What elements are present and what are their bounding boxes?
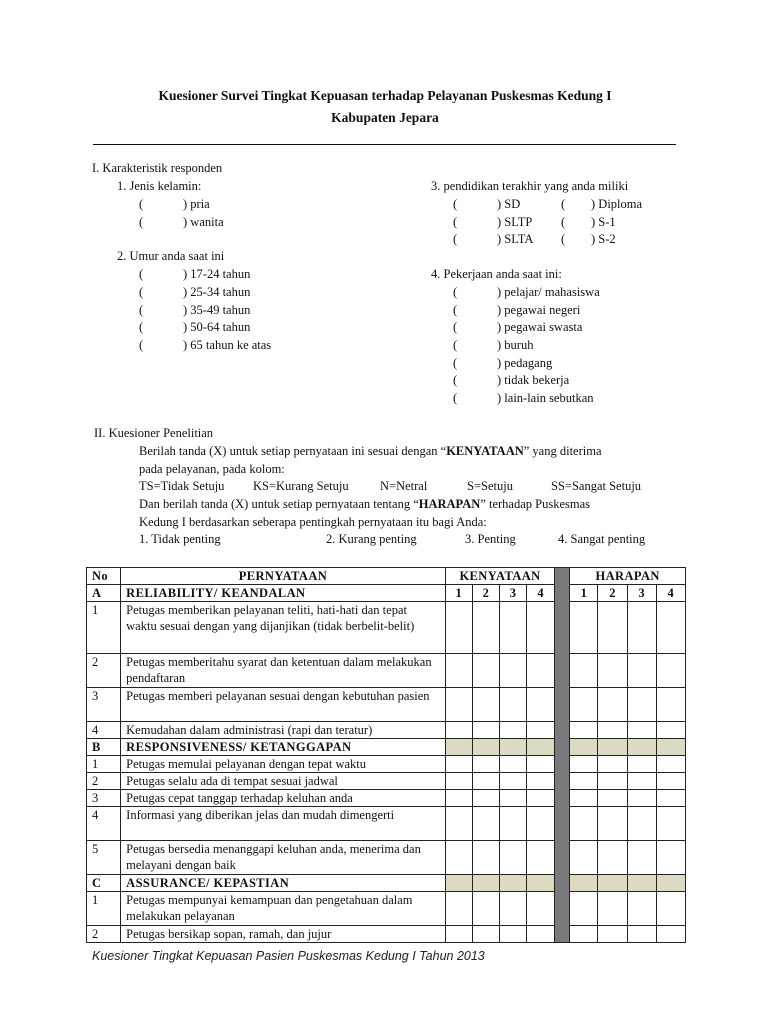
- answer-cell[interactable]: [445, 756, 472, 773]
- instruction-harapan: [139, 496, 590, 513]
- section-row: [87, 739, 686, 756]
- section-code: C: [87, 875, 121, 892]
- option-label: pegawai negeri: [504, 303, 581, 317]
- answer-cell[interactable]: [472, 722, 499, 739]
- scale-kenyataan-3: N=Netral: [380, 479, 428, 493]
- shaded-cell: [570, 739, 598, 756]
- scale-harapan-2: 2. Kurang penting: [326, 532, 417, 546]
- statement-text: Petugas cepat tanggap terhadap keluhan anda: [121, 790, 446, 807]
- row-number: 2: [87, 654, 121, 688]
- option-open-paren: (: [139, 338, 144, 352]
- shaded-cell: [445, 739, 472, 756]
- option-close-paren: ): [497, 373, 502, 387]
- answer-cell[interactable]: [656, 926, 685, 943]
- page-subtitle: Kabupaten Jepara: [331, 110, 439, 125]
- table-row: [87, 807, 686, 841]
- answer-cell[interactable]: [656, 654, 685, 688]
- answer-cell[interactable]: [472, 654, 499, 688]
- statement-text: Petugas memberi pelayanan sesuai dengan kebutuhan pasien: [121, 688, 446, 722]
- answer-cell[interactable]: [527, 688, 555, 722]
- option-close-paren: ): [497, 320, 502, 334]
- option-label: Diploma: [598, 197, 643, 211]
- answer-cell[interactable]: [445, 790, 472, 807]
- option-label: pegawai swasta: [504, 320, 583, 334]
- table-row: [87, 892, 686, 926]
- section-2-heading: II. Kuesioner Penelitian: [94, 426, 214, 440]
- q4-label: 4. Pekerjaan anda saat ini:: [431, 267, 562, 281]
- shaded-cell: [570, 875, 598, 892]
- option-close-paren: ): [497, 303, 502, 317]
- answer-cell[interactable]: [445, 602, 472, 654]
- col-header-statement: PERNYATAAN: [121, 568, 446, 585]
- answer-cell[interactable]: [656, 602, 685, 654]
- answer-cell[interactable]: [598, 807, 627, 841]
- answer-cell[interactable]: [570, 602, 598, 654]
- answer-cell[interactable]: [598, 654, 627, 688]
- table-row: [87, 790, 686, 807]
- instruction-kenyataan-line2: pada pelayanan, pada kolom:: [139, 462, 285, 476]
- section-1-heading: I. Karakteristik responden: [92, 161, 223, 175]
- table-row: [87, 654, 686, 688]
- q4-option[interactable]: [453, 302, 580, 319]
- option-close-paren: ): [183, 338, 188, 352]
- statement-text: Informasi yang diberikan jelas dan mudah dimengerti: [121, 807, 446, 841]
- scale-kenyataan-2: KS=Kurang Setuju: [253, 479, 349, 493]
- option-label: S-1: [598, 215, 616, 229]
- col-header-no: No: [87, 568, 121, 585]
- shaded-cell: [527, 875, 555, 892]
- answer-cell[interactable]: [570, 841, 598, 875]
- table-row: [87, 602, 686, 654]
- option-open-paren: (: [139, 197, 144, 211]
- option-label: 35-49 tahun: [190, 303, 251, 317]
- option-close-paren: ): [497, 356, 502, 370]
- q2-option[interactable]: [139, 266, 250, 283]
- answer-cell[interactable]: [445, 722, 472, 739]
- answer-cell[interactable]: [472, 790, 499, 807]
- option-open-paren: (: [453, 356, 458, 370]
- shaded-cell: [500, 875, 527, 892]
- answer-cell[interactable]: [656, 756, 685, 773]
- option-close-paren: ): [497, 285, 502, 299]
- q2-label: 2. Umur anda saat ini: [117, 249, 225, 263]
- q3-option[interactable]: [561, 231, 616, 248]
- answer-cell[interactable]: [656, 892, 685, 926]
- option-open-paren: (: [453, 232, 458, 246]
- q2-option[interactable]: [139, 284, 250, 301]
- answer-cell[interactable]: [598, 892, 627, 926]
- answer-cell[interactable]: [500, 773, 527, 790]
- q3-option[interactable]: [561, 196, 642, 213]
- answer-cell[interactable]: [627, 756, 656, 773]
- answer-cell[interactable]: [445, 773, 472, 790]
- answer-cell[interactable]: [527, 841, 555, 875]
- scale-kenyataan-1: TS=Tidak Setuju: [139, 479, 225, 493]
- option-close-paren: ): [497, 391, 502, 405]
- instruction-keyword: HARAPAN: [418, 497, 481, 511]
- row-number: 5: [87, 841, 121, 875]
- q2-option[interactable]: [139, 319, 250, 336]
- row-number: 1: [87, 756, 121, 773]
- scale-harapan-3: 3. Penting: [465, 532, 516, 546]
- section-code: B: [87, 739, 121, 756]
- option-label: 25-34 tahun: [190, 285, 251, 299]
- answer-cell[interactable]: [527, 722, 555, 739]
- answer-cell[interactable]: [527, 773, 555, 790]
- answer-cell[interactable]: [500, 756, 527, 773]
- option-close-paren: ): [497, 338, 502, 352]
- answer-cell[interactable]: [445, 841, 472, 875]
- shaded-cell: [445, 875, 472, 892]
- answer-cell[interactable]: [598, 602, 627, 654]
- row-number: 3: [87, 688, 121, 722]
- scale-harapan-1: 1. Tidak penting: [139, 532, 221, 546]
- statement-text: Petugas memberitahu syarat dan ketentuan dalam melakukan pendaftaran: [121, 654, 446, 688]
- option-open-paren: (: [139, 285, 144, 299]
- answer-cell[interactable]: [598, 841, 627, 875]
- option-close-paren: ): [183, 285, 188, 299]
- answer-cell[interactable]: [627, 654, 656, 688]
- option-close-paren: ): [183, 320, 188, 334]
- table-row: [87, 688, 686, 722]
- scale-number: 2: [472, 585, 499, 602]
- table-header-row: [87, 568, 686, 585]
- answer-cell[interactable]: [527, 756, 555, 773]
- option-label: pria: [190, 197, 210, 211]
- answer-cell[interactable]: [472, 892, 499, 926]
- answer-cell[interactable]: [627, 926, 656, 943]
- table-row: [87, 926, 686, 943]
- q4-option[interactable]: [453, 319, 582, 336]
- answer-cell[interactable]: [570, 688, 598, 722]
- section-row: [87, 875, 686, 892]
- option-close-paren: ): [591, 215, 596, 229]
- option-close-paren: ): [497, 232, 502, 246]
- shaded-cell: [627, 875, 656, 892]
- answer-cell[interactable]: [527, 892, 555, 926]
- title-divider: [93, 144, 676, 145]
- option-label: lain-lain sebutkan: [504, 391, 594, 405]
- statement-text: Petugas selalu ada di tempat sesuai jadwal: [121, 773, 446, 790]
- option-label: pedagang: [504, 356, 553, 370]
- scale-number: 4: [527, 585, 555, 602]
- table-row: [87, 756, 686, 773]
- answer-cell[interactable]: [500, 722, 527, 739]
- option-label: wanita: [190, 215, 224, 229]
- shaded-cell: [500, 739, 527, 756]
- col-header-kenyataan: KENYATAAN: [445, 568, 555, 585]
- shaded-cell: [598, 739, 627, 756]
- q3-option[interactable]: [453, 231, 533, 248]
- option-label: pelajar/ mahasiswa: [504, 285, 600, 299]
- answer-cell[interactable]: [445, 892, 472, 926]
- scale-kenyataan-5: SS=Sangat Setuju: [551, 479, 642, 493]
- scale-number: 4: [656, 585, 685, 602]
- option-open-paren: (: [561, 232, 566, 246]
- option-label: buruh: [504, 338, 534, 352]
- statement-text: Petugas mempunyai kemampuan dan pengetahuan dalam melakukan pelayanan: [121, 892, 446, 926]
- shaded-cell: [656, 875, 685, 892]
- option-open-paren: (: [453, 285, 458, 299]
- answer-cell[interactable]: [527, 926, 555, 943]
- option-label: SD: [504, 197, 521, 211]
- answer-cell[interactable]: [656, 688, 685, 722]
- option-label: 17-24 tahun: [190, 267, 251, 281]
- q3-option[interactable]: [561, 214, 616, 231]
- option-label: SLTA: [504, 232, 534, 246]
- answer-cell[interactable]: [500, 892, 527, 926]
- option-open-paren: (: [453, 320, 458, 334]
- page-footer: Kuesioner Tingkat Kepuasan Pasien Puskesmas Kedung I Tahun 2013: [92, 949, 485, 963]
- table-row: [87, 722, 686, 739]
- option-open-paren: (: [561, 215, 566, 229]
- section-title: RELIABILITY/ KEANDALAN: [121, 585, 446, 602]
- q3-option[interactable]: [453, 214, 532, 231]
- scale-number: 2: [598, 585, 627, 602]
- answer-cell[interactable]: [598, 722, 627, 739]
- answer-cell[interactable]: [445, 807, 472, 841]
- scale-number: 3: [627, 585, 656, 602]
- option-open-paren: (: [453, 197, 458, 211]
- table-row: [87, 841, 686, 875]
- answer-cell[interactable]: [598, 926, 627, 943]
- option-close-paren: ): [497, 215, 502, 229]
- row-number: 2: [87, 926, 121, 943]
- instruction-text: Berilah tanda (X) untuk setiap pernyataan ini sesuai dengan “: [139, 444, 447, 458]
- row-number: 3: [87, 790, 121, 807]
- option-close-paren: ): [497, 197, 502, 211]
- option-open-paren: (: [139, 320, 144, 334]
- q4-option[interactable]: [453, 372, 569, 389]
- option-label: SLTP: [504, 215, 533, 229]
- answer-cell[interactable]: [445, 654, 472, 688]
- answer-cell[interactable]: [570, 926, 598, 943]
- answer-cell[interactable]: [570, 756, 598, 773]
- answer-cell[interactable]: [500, 790, 527, 807]
- option-close-paren: ): [183, 215, 188, 229]
- row-number: 1: [87, 602, 121, 654]
- statement-text: Petugas memulai pelayanan dengan tepat waktu: [121, 756, 446, 773]
- answer-cell[interactable]: [656, 722, 685, 739]
- q1-label: 1. Jenis kelamin:: [117, 179, 202, 193]
- answer-cell[interactable]: [472, 602, 499, 654]
- answer-cell[interactable]: [656, 773, 685, 790]
- q4-option[interactable]: [453, 390, 594, 407]
- option-open-paren: (: [453, 391, 458, 405]
- answer-cell[interactable]: [445, 926, 472, 943]
- answer-cell[interactable]: [500, 654, 527, 688]
- answer-cell[interactable]: [598, 688, 627, 722]
- row-number: 4: [87, 722, 121, 739]
- option-label: 50-64 tahun: [190, 320, 251, 334]
- col-header-harapan: HARAPAN: [570, 568, 686, 585]
- option-open-paren: (: [453, 373, 458, 387]
- scale-number: 1: [445, 585, 472, 602]
- shaded-cell: [656, 739, 685, 756]
- option-open-paren: (: [453, 215, 458, 229]
- q4-option[interactable]: [453, 284, 600, 301]
- answer-cell[interactable]: [472, 773, 499, 790]
- answer-cell[interactable]: [500, 807, 527, 841]
- section-title: RESPONSIVENESS/ KETANGGAPAN: [121, 739, 446, 756]
- option-open-paren: (: [139, 215, 144, 229]
- statement-text: Petugas memberikan pelayanan teliti, hati-hati dan tepat waktu sesuai dengan yang dijanjikan (tidak berbelit-belit): [121, 602, 446, 654]
- answer-cell[interactable]: [570, 654, 598, 688]
- answer-cell[interactable]: [500, 688, 527, 722]
- q4-option[interactable]: [453, 337, 533, 354]
- shaded-cell: [598, 875, 627, 892]
- q2-option[interactable]: [139, 337, 271, 354]
- answer-cell[interactable]: [656, 790, 685, 807]
- q4-option[interactable]: [453, 355, 552, 372]
- q2-option[interactable]: [139, 302, 250, 319]
- answer-cell[interactable]: [527, 602, 555, 654]
- answer-cell[interactable]: [500, 602, 527, 654]
- scale-kenyataan-4: S=Setuju: [467, 479, 513, 493]
- answer-cell[interactable]: [472, 756, 499, 773]
- instruction-text: ” terhadap Puskesmas: [480, 497, 591, 511]
- answer-cell[interactable]: [570, 722, 598, 739]
- section-row: [87, 585, 686, 602]
- shaded-cell: [472, 739, 499, 756]
- shaded-cell: [527, 739, 555, 756]
- answer-cell[interactable]: [627, 722, 656, 739]
- answer-cell[interactable]: [527, 654, 555, 688]
- option-close-paren: ): [183, 197, 188, 211]
- q1-option[interactable]: [139, 214, 224, 231]
- row-number: 4: [87, 807, 121, 841]
- scale-number: 3: [500, 585, 527, 602]
- option-close-paren: ): [183, 303, 188, 317]
- option-open-paren: (: [453, 338, 458, 352]
- q3-option[interactable]: [453, 196, 520, 213]
- option-label: 65 tahun ke atas: [190, 338, 272, 352]
- option-open-paren: (: [139, 267, 144, 281]
- option-open-paren: (: [453, 303, 458, 317]
- answer-cell[interactable]: [570, 790, 598, 807]
- answer-cell[interactable]: [472, 807, 499, 841]
- scale-number: 1: [570, 585, 598, 602]
- instruction-keyword: KENYATAAN: [446, 444, 524, 458]
- table-row: [87, 773, 686, 790]
- section-title: ASSURANCE/ KEPASTIAN: [121, 875, 446, 892]
- answer-cell[interactable]: [627, 807, 656, 841]
- option-open-paren: (: [561, 197, 566, 211]
- option-close-paren: ): [183, 267, 188, 281]
- instruction-kenyataan: [139, 443, 602, 460]
- q3-label: 3. pendidikan terakhir yang anda miliki: [431, 179, 629, 193]
- answer-cell[interactable]: [627, 773, 656, 790]
- option-open-paren: (: [139, 303, 144, 317]
- option-close-paren: ): [591, 232, 596, 246]
- answer-cell[interactable]: [598, 790, 627, 807]
- answer-cell[interactable]: [472, 926, 499, 943]
- q1-option[interactable]: [139, 196, 210, 213]
- option-label: S-2: [598, 232, 616, 246]
- answer-cell[interactable]: [527, 790, 555, 807]
- answer-cell[interactable]: [570, 807, 598, 841]
- answer-cell[interactable]: [472, 841, 499, 875]
- answer-cell[interactable]: [598, 756, 627, 773]
- answer-cell[interactable]: [627, 602, 656, 654]
- answer-cell[interactable]: [472, 688, 499, 722]
- statement-text: Petugas bersikap sopan, ramah, dan jujur: [121, 926, 446, 943]
- answer-cell[interactable]: [500, 926, 527, 943]
- answer-cell[interactable]: [656, 841, 685, 875]
- row-number: 2: [87, 773, 121, 790]
- answer-cell[interactable]: [500, 841, 527, 875]
- answer-cell[interactable]: [627, 841, 656, 875]
- shaded-cell: [627, 739, 656, 756]
- instruction-harapan-line2: Kedung I berdasarkan seberapa pentingkah pernyataan itu bagi Anda:: [139, 515, 487, 529]
- option-label: tidak bekerja: [504, 373, 570, 387]
- answer-cell[interactable]: [656, 807, 685, 841]
- answer-cell[interactable]: [627, 892, 656, 926]
- answer-cell[interactable]: [627, 790, 656, 807]
- answer-cell[interactable]: [445, 688, 472, 722]
- section-code: A: [87, 585, 121, 602]
- option-close-paren: ): [591, 197, 596, 211]
- scale-harapan-4: 4. Sangat penting: [558, 532, 646, 546]
- answer-cell[interactable]: [627, 688, 656, 722]
- questionnaire-table: [86, 567, 686, 943]
- statement-text: Kemudahan dalam administrasi (rapi dan teratur): [121, 722, 446, 739]
- instruction-text: ” yang diterima: [523, 444, 602, 458]
- row-number: 1: [87, 892, 121, 926]
- answer-cell[interactable]: [527, 807, 555, 841]
- answer-cell[interactable]: [598, 773, 627, 790]
- page-title: Kuesioner Survei Tingkat Kepuasan terhadap Pelayanan Puskesmas Kedung I: [158, 88, 612, 103]
- column-separator: [555, 568, 570, 943]
- shaded-cell: [472, 875, 499, 892]
- instruction-text: Dan berilah tanda (X) untuk setiap pernyataan tentang “: [139, 497, 419, 511]
- answer-cell[interactable]: [570, 773, 598, 790]
- statement-text: Petugas bersedia menanggapi keluhan anda, menerima dan melayani dengan baik: [121, 841, 446, 875]
- answer-cell[interactable]: [570, 892, 598, 926]
